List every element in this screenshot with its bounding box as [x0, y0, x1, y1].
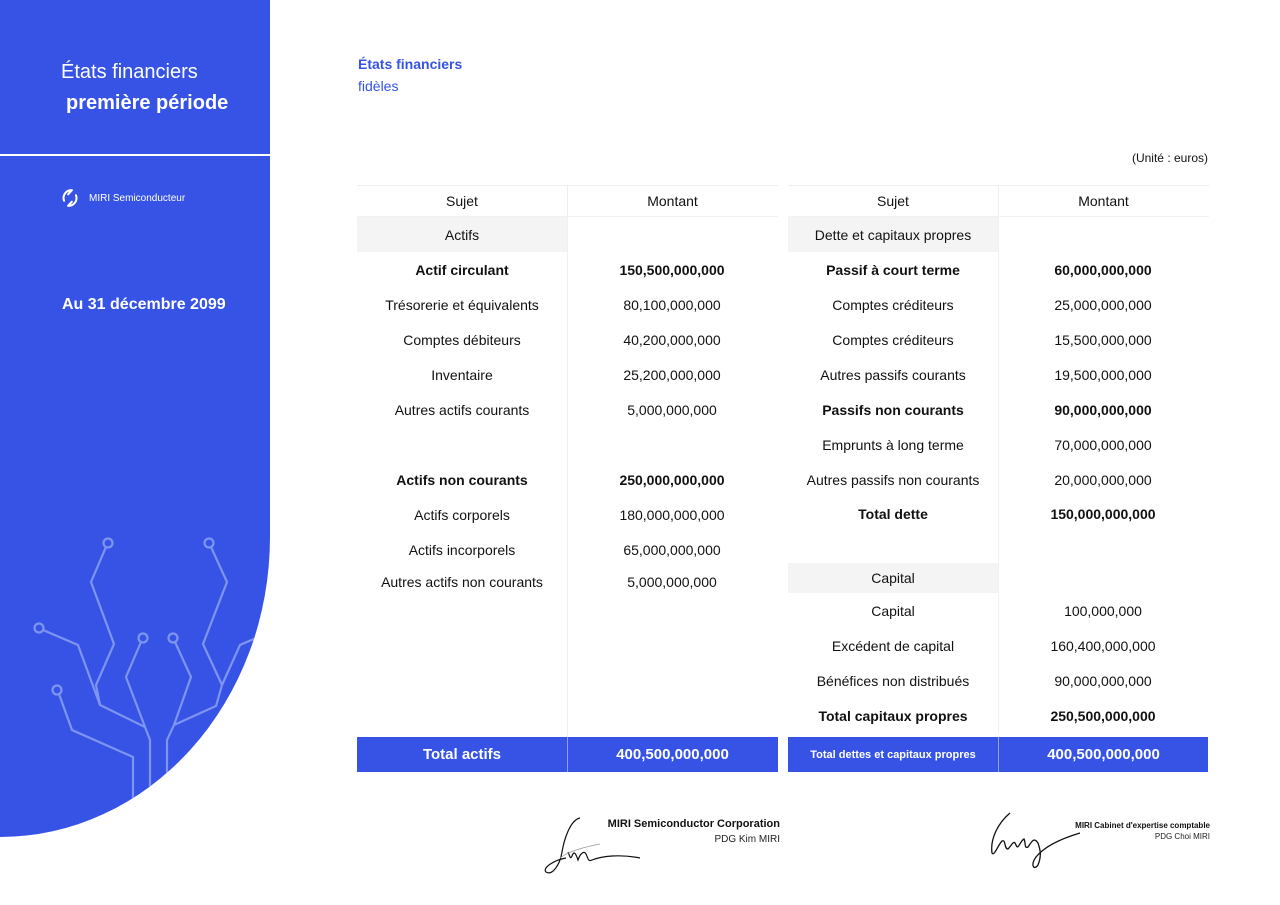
- table-filler: [357, 597, 778, 747]
- column-header-subject: Sujet: [877, 193, 909, 209]
- row-amount: 250,500,000,000: [1050, 707, 1156, 724]
- row-amount: [998, 217, 1208, 252]
- sidebar-title: États financiers: [61, 61, 198, 83]
- table-row: [357, 392, 778, 427]
- table-row: [357, 462, 778, 497]
- sidebar-divider: [0, 154, 270, 156]
- row-amount: 40,200,000,000: [623, 331, 721, 348]
- table-row: [788, 497, 1209, 530]
- row-subject: Total dette: [858, 505, 928, 522]
- row-amount: 19,500,000,000: [1054, 366, 1152, 383]
- total-assets-label: Total actifs: [422, 746, 502, 763]
- row-amount: [567, 217, 777, 252]
- row-subject: Passifs non courants: [822, 401, 964, 418]
- total-assets-row: [357, 737, 778, 772]
- liabilities-table: [788, 185, 1209, 733]
- table-row: [357, 252, 778, 287]
- circuit-traces-illustration: [0, 520, 270, 837]
- row-amount: 90,000,000,000: [1054, 672, 1152, 689]
- row-subject: Dette et capitaux propres: [788, 217, 998, 252]
- table-row: [357, 532, 778, 567]
- table-row: [357, 217, 778, 252]
- unit-label: (Unité : euros): [1131, 151, 1208, 165]
- table-header: [788, 185, 1209, 217]
- table-row-spacer: [788, 530, 1209, 563]
- row-subject: Emprunts à long terme: [822, 436, 964, 453]
- table-row: [788, 462, 1209, 497]
- row-amount: 180,000,000,000: [619, 506, 725, 523]
- company-logo: [59, 187, 185, 209]
- row-subject: Autres actifs non courants: [381, 574, 543, 590]
- document-title: États financiers: [358, 56, 463, 72]
- row-subject: [788, 530, 998, 565]
- total-liabilities-equity-amount: 400,500,000,000: [998, 737, 1208, 772]
- table-row: [788, 563, 1209, 593]
- row-subject: Comptes débiteurs: [403, 331, 521, 348]
- row-amount: [998, 563, 1208, 593]
- row-amount: 60,000,000,000: [1054, 261, 1152, 278]
- table-row: [788, 217, 1209, 252]
- row-amount: 5,000,000,000: [627, 401, 717, 418]
- row-amount: 25,000,000,000: [1054, 296, 1152, 313]
- row-subject: Actifs incorporels: [408, 541, 516, 558]
- row-subject: Autres passifs courants: [820, 366, 966, 383]
- row-subject: Inventaire: [431, 366, 493, 383]
- signature-block-company: [540, 805, 780, 880]
- row-subject: Capital: [871, 602, 915, 619]
- statement-date: Au 31 décembre 2099: [62, 296, 226, 313]
- table-row: [788, 392, 1209, 427]
- total-assets-amount: 400,500,000,000: [567, 737, 777, 772]
- table-row: [788, 663, 1209, 698]
- row-subject: Actif circulant: [415, 261, 509, 278]
- row-subject: Comptes créditeurs: [832, 296, 954, 313]
- row-subject: Trésorerie et équivalents: [385, 296, 539, 313]
- row-amount: 70,000,000,000: [1054, 436, 1152, 453]
- row-subject: Actifs non courants: [396, 471, 528, 488]
- table-row: [788, 357, 1209, 392]
- signature-name: PDG Kim MIRI: [714, 834, 780, 845]
- row-amount: 90,000,000,000: [1054, 401, 1152, 418]
- column-header-amount: Montant: [998, 186, 1208, 216]
- row-amount: 250,000,000,000: [619, 471, 725, 488]
- company-name: MIRI Semiconducteur: [89, 192, 186, 204]
- row-amount: 150,500,000,000: [619, 261, 725, 278]
- row-subject: Capital: [788, 563, 998, 593]
- row-subject: Total capitaux propres: [818, 707, 968, 724]
- table-row: [357, 287, 778, 322]
- row-amount: 5,000,000,000: [627, 574, 717, 590]
- row-amount: [567, 427, 777, 462]
- row-subject: Actifs: [357, 217, 567, 252]
- table-row: [357, 357, 778, 392]
- row-subject: Passif à court terme: [826, 261, 960, 278]
- column-header-amount: Montant: [567, 186, 777, 216]
- column-header-subject: Sujet: [446, 193, 478, 209]
- table-row: [788, 252, 1209, 287]
- signature-organization: MIRI Cabinet d'expertise comptable: [1075, 821, 1210, 830]
- table-row: [357, 567, 778, 597]
- swirl-logo-icon: [59, 187, 81, 209]
- row-amount: 80,100,000,000: [623, 296, 721, 313]
- signature-name: PDG Choi MIRI: [1154, 832, 1210, 841]
- table-body: [788, 217, 1209, 733]
- document-subtitle: fidèles: [358, 78, 399, 94]
- sidebar-period: première période: [66, 92, 229, 114]
- row-amount: [998, 530, 1208, 565]
- table-row: [788, 427, 1209, 462]
- table-body: [357, 217, 778, 747]
- row-amount: 20,000,000,000: [1054, 471, 1152, 488]
- total-liabilities-equity-label: Total dettes et capitaux propres: [810, 748, 976, 761]
- row-subject: Autres actifs courants: [394, 401, 530, 418]
- table-row: [357, 497, 778, 532]
- signature-block-auditor: [975, 805, 1210, 880]
- table-header: [357, 185, 778, 217]
- row-subject: Actifs corporels: [414, 506, 510, 523]
- row-subject: Bénéfices non distribués: [816, 672, 970, 689]
- total-liabilities-equity-row: [788, 737, 1208, 772]
- row-subject: Excédent de capital: [831, 637, 955, 654]
- signature-organization: MIRI Semiconductor Corporation: [607, 818, 780, 830]
- table-row: [788, 287, 1209, 322]
- row-amount: 150,000,000,000: [1050, 505, 1156, 522]
- row-amount: 100,000,000: [1064, 602, 1142, 619]
- row-amount: 65,000,000,000: [623, 541, 721, 558]
- table-row-spacer: [357, 427, 778, 462]
- table-row: [788, 628, 1209, 663]
- row-amount: 160,400,000,000: [1050, 637, 1156, 654]
- handwritten-signature-icon: [980, 805, 1090, 875]
- table-row: [357, 322, 778, 357]
- row-amount: 25,200,000,000: [623, 366, 721, 383]
- sidebar: [0, 0, 270, 837]
- table-row: [788, 593, 1209, 628]
- row-subject: Comptes créditeurs: [832, 331, 954, 348]
- assets-table: [357, 185, 778, 747]
- table-row: [788, 322, 1209, 357]
- table-row: [788, 698, 1209, 733]
- row-subject: [357, 427, 567, 462]
- row-amount: 15,500,000,000: [1054, 331, 1152, 348]
- row-subject: Autres passifs non courants: [806, 471, 980, 488]
